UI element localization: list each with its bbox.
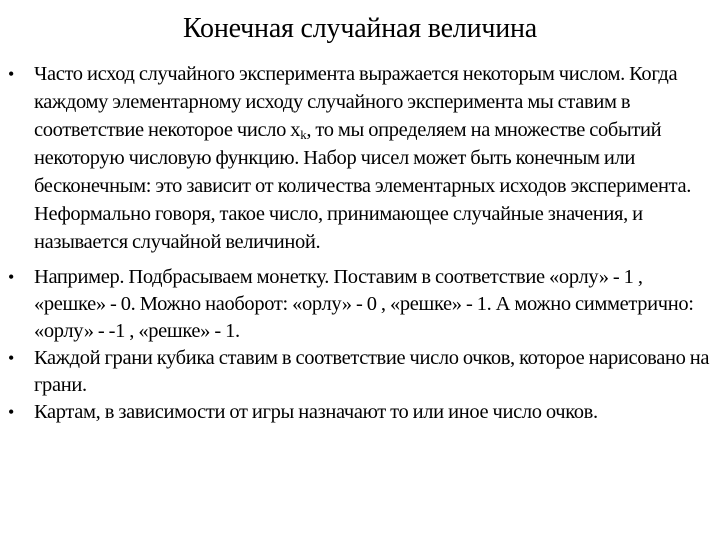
bullet-text: Часто исход случайного эксперимента выражается некоторым числом. Когда каждому элементарному исходу случайного эксперимента мы ставим в соответствие некоторое число x (34, 63, 678, 141)
bullet-text-continued: , то мы определяем на множестве событий некоторую числовую функцию. Набор чисел может быть конечным или бесконечным: это зависит от количества элементарных исходов эксперимента. Неформально говоря, такое число, принимающее случайные значения, и называется случайной величиной. (34, 119, 692, 253)
bullet-item-coin-example (0, 264, 720, 345)
bullet-item-cards-example (0, 399, 720, 426)
bullet-text: Картам, в зависимости от игры назначают то или иное число очков. (34, 401, 598, 423)
bullet-icon: • (8, 348, 14, 368)
subscript-k: k (300, 127, 307, 142)
bullet-icon: • (8, 64, 14, 84)
bullet-item-dice-example (0, 345, 720, 399)
slide-title: Конечная случайная величина (182, 13, 538, 44)
bullet-text: Например. Подбрасываем монетку. Поставим в соответствие «орлу» - 1 , «решке» - 0. Можно наоборот: «орлу» - 0 , «решке» - 1. А можно симметрично: «орлу» - -1 , «решке» - 1. (34, 266, 694, 342)
bullet-item-random-outcome (0, 60, 720, 256)
bullet-icon: • (8, 402, 14, 422)
bullet-icon: • (8, 267, 14, 287)
bullet-list (0, 60, 720, 426)
bullet-text: Каждой грани кубика ставим в соответствие число очков, которое нарисовано на грани. (34, 347, 710, 396)
